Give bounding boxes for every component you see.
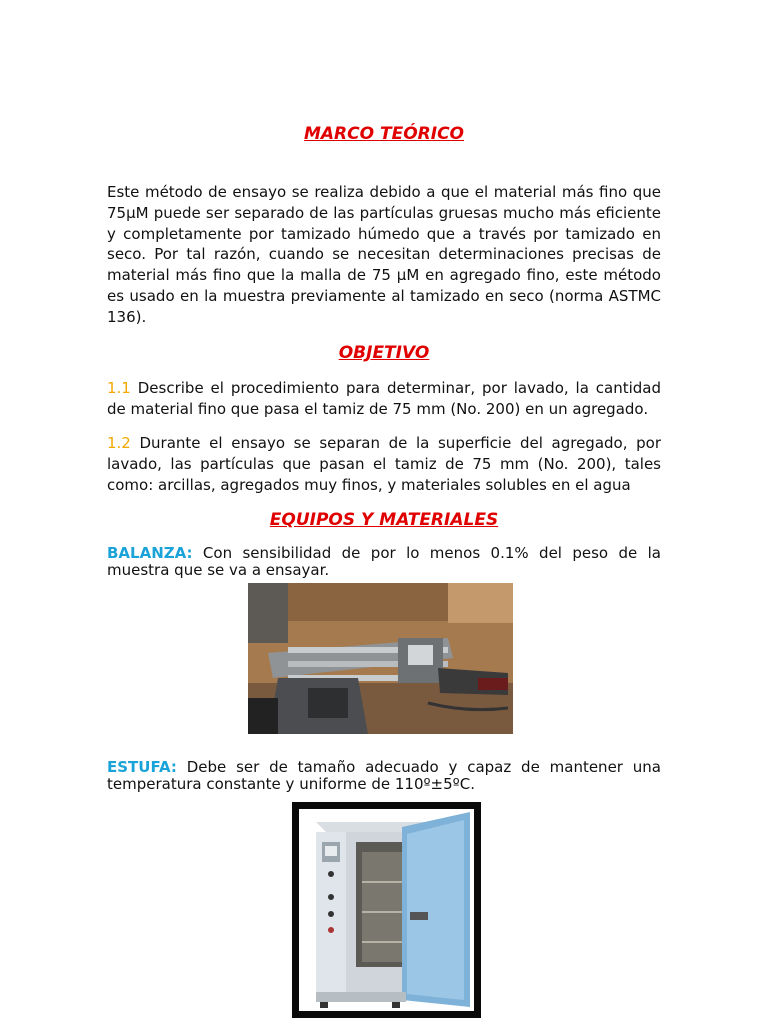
balanza-photo [248,583,513,734]
equipment-label: ESTUFA: [107,758,177,776]
objective-number: 1.2 [107,434,131,452]
objective-item-2 [107,433,661,495]
estufa-photo [292,802,481,1018]
objective-heading: OBJETIVO [338,343,430,363]
objective-number: 1.1 [107,379,131,397]
equipment-text: Con sensibilidad de por lo menos 0.1% del peso de la muestra que se va a ensayar. [107,544,661,579]
equipment-label: BALANZA: [107,544,193,562]
equipment-heading: EQUIPOS Y MATERIALES [269,510,499,530]
intro-paragraph: Este método de ensayo se realiza debido a que el material más fino que 75µM puede ser separado de las partículas gruesas mucho más eficiente y completamente por tamizado húmedo que a través por tamizado en seco. Por tal razón, cuando se necesitan determinaciones precisas de material más fino que la malla de 75 µM en agregado fino, este método es usado en la muestra previamente al tamizado en seco (norma ASTMC 136). [107,183,661,326]
objective-text: Describe el procedimiento para determinar, por lavado, la cantidad de material fino que pasa el tamiz de 75 mm (No. 200) en un agregado. [107,379,661,418]
equipment-text: Debe ser de tamaño adecuado y capaz de mantener una temperatura constante y uniforme de 110º±5ºC. [107,758,661,793]
title-marco-teorico: MARCO TEÓRICO [303,124,464,144]
equipment-balanza [107,545,661,579]
objective-text: Durante el ensayo se separan de la superficie del agregado, por lavado, las partículas que pasan el tamiz de 75 mm (No. 200), tales como: arcillas, agregados muy finos, y materiales solubles en el agua [107,434,661,494]
equipment-estufa [107,759,661,793]
objective-item-1 [107,378,661,420]
